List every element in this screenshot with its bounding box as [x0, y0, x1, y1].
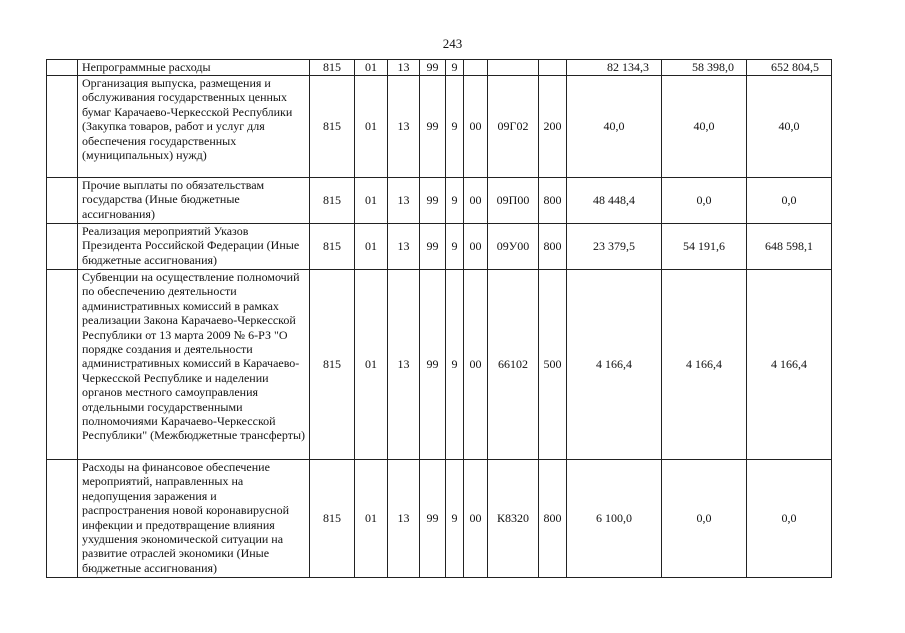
program-code-cell: 99	[420, 270, 446, 460]
row-description: Реализация мероприятий Указов Президента Российской Федерации (Иные бюджетные ассигнования)	[78, 224, 310, 270]
row-description: Расходы на финансовое обеспечение мероприятий, направленных на недопущения заражения и распространения новой коронавирусной инфекции и предотвращение влияния ухудшения экономической ситуации на развитие отраслей экономики (Иные бюджетные ассигнования)	[78, 460, 310, 578]
expense-type-cell: 800	[539, 178, 567, 224]
amount-year-2-cell: 4 166,4	[662, 270, 747, 460]
table-row	[47, 460, 832, 578]
amount-year-3-cell: 648 598,1	[747, 224, 832, 270]
subsection-code-cell: 13	[388, 60, 420, 76]
subsection-code-cell: 13	[388, 224, 420, 270]
amount-year-1-cell: 82 134,3	[567, 60, 662, 76]
ministry-code-cell: 815	[310, 178, 355, 224]
subsection-code-cell: 13	[388, 270, 420, 460]
program-code-cell: 99	[420, 224, 446, 270]
program-code-cell: 99	[420, 76, 446, 178]
subprogram-code-cell: 9	[446, 224, 464, 270]
amount-year-2-cell: 0,0	[662, 460, 747, 578]
section-code-cell: 01	[355, 178, 388, 224]
section-code-cell: 01	[355, 270, 388, 460]
direction-code-cell: К8320	[488, 460, 539, 578]
page-number: 243	[442, 36, 463, 51]
amount-year-3-cell: 0,0	[747, 460, 832, 578]
amount-year-1-cell: 4 166,4	[567, 270, 662, 460]
subsection-code-cell: 13	[388, 178, 420, 224]
program-code-cell: 99	[420, 60, 446, 76]
amount-year-1-cell: 6 100,0	[567, 460, 662, 578]
subsection-code-cell: 13	[388, 76, 420, 178]
direction-code-cell	[488, 60, 539, 76]
ministry-code-cell: 815	[310, 224, 355, 270]
subprogram-code-cell: 9	[446, 60, 464, 76]
expense-type-cell: 200	[539, 76, 567, 178]
subprogram-code-cell: 9	[446, 178, 464, 224]
direction-code-cell: 66102	[488, 270, 539, 460]
subprogram-code-cell: 9	[446, 460, 464, 578]
amount-year-3-cell: 40,0	[747, 76, 832, 178]
table-row	[47, 224, 832, 270]
amount-year-3-cell: 652 804,5	[747, 60, 832, 76]
row-marker-cell	[47, 460, 78, 578]
ministry-code-cell: 815	[310, 76, 355, 178]
event-code-cell: 00	[464, 460, 488, 578]
row-marker-cell	[47, 76, 78, 178]
program-code-cell: 99	[420, 460, 446, 578]
amount-year-3-cell: 4 166,4	[747, 270, 832, 460]
budget-table	[46, 59, 832, 578]
amount-year-2-cell: 40,0	[662, 76, 747, 178]
subprogram-code-cell: 9	[446, 76, 464, 178]
expense-type-cell: 500	[539, 270, 567, 460]
row-description: Субвенции на осуществление полномочий по обеспечению деятельности административных комиссий в рамках реализации Закона Карачаево-Черкесской Республики от 13 марта 2009 № 6-РЗ "О порядке создания и деятельности административных комиссий в Карачаево-Черкесской Республике и наделении органов местного самоуправления отдельными государственными полномочиями Карачаево-Черкесской Республики" (Межбюджетные трансферты)	[78, 270, 310, 460]
row-marker-cell	[47, 224, 78, 270]
row-description: Непрограммные расходы	[78, 60, 310, 76]
ministry-code-cell: 815	[310, 270, 355, 460]
expense-type-cell	[539, 60, 567, 76]
expense-type-cell: 800	[539, 224, 567, 270]
amount-year-2-cell: 0,0	[662, 178, 747, 224]
event-code-cell	[464, 60, 488, 76]
ministry-code-cell: 815	[310, 460, 355, 578]
row-description: Прочие выплаты по обязательствам государства (Иные бюджетные ассигнования)	[78, 178, 310, 224]
amount-year-1-cell: 23 379,5	[567, 224, 662, 270]
section-code-cell: 01	[355, 76, 388, 178]
row-description: Организация выпуска, размещения и обслуживания государственных ценных бумаг Карачаево-Черкесской Республики (Закупка товаров, работ и услуг для обеспечения государственных (муниципальных) нужд)	[78, 76, 310, 178]
table-row	[47, 270, 832, 460]
direction-code-cell: 09У00	[488, 224, 539, 270]
section-code-cell: 01	[355, 224, 388, 270]
ministry-code-cell: 815	[310, 60, 355, 76]
program-code-cell: 99	[420, 178, 446, 224]
section-code-cell: 01	[355, 60, 388, 76]
amount-year-2-cell: 54 191,6	[662, 224, 747, 270]
table-row	[47, 178, 832, 224]
direction-code-cell: 09Г02	[488, 76, 539, 178]
amount-year-2-cell: 58 398,0	[662, 60, 747, 76]
event-code-cell: 00	[464, 270, 488, 460]
event-code-cell: 00	[464, 224, 488, 270]
amount-year-3-cell: 0,0	[747, 178, 832, 224]
subprogram-code-cell: 9	[446, 270, 464, 460]
section-code-cell: 01	[355, 460, 388, 578]
row-marker-cell	[47, 60, 78, 76]
event-code-cell: 00	[464, 76, 488, 178]
subsection-code-cell: 13	[388, 460, 420, 578]
row-marker-cell	[47, 270, 78, 460]
row-marker-cell	[47, 178, 78, 224]
expense-type-cell: 800	[539, 460, 567, 578]
table-row	[47, 60, 832, 76]
event-code-cell: 00	[464, 178, 488, 224]
direction-code-cell: 09П00	[488, 178, 539, 224]
amount-year-1-cell: 40,0	[567, 76, 662, 178]
amount-year-1-cell: 48 448,4	[567, 178, 662, 224]
table-row	[47, 76, 832, 178]
